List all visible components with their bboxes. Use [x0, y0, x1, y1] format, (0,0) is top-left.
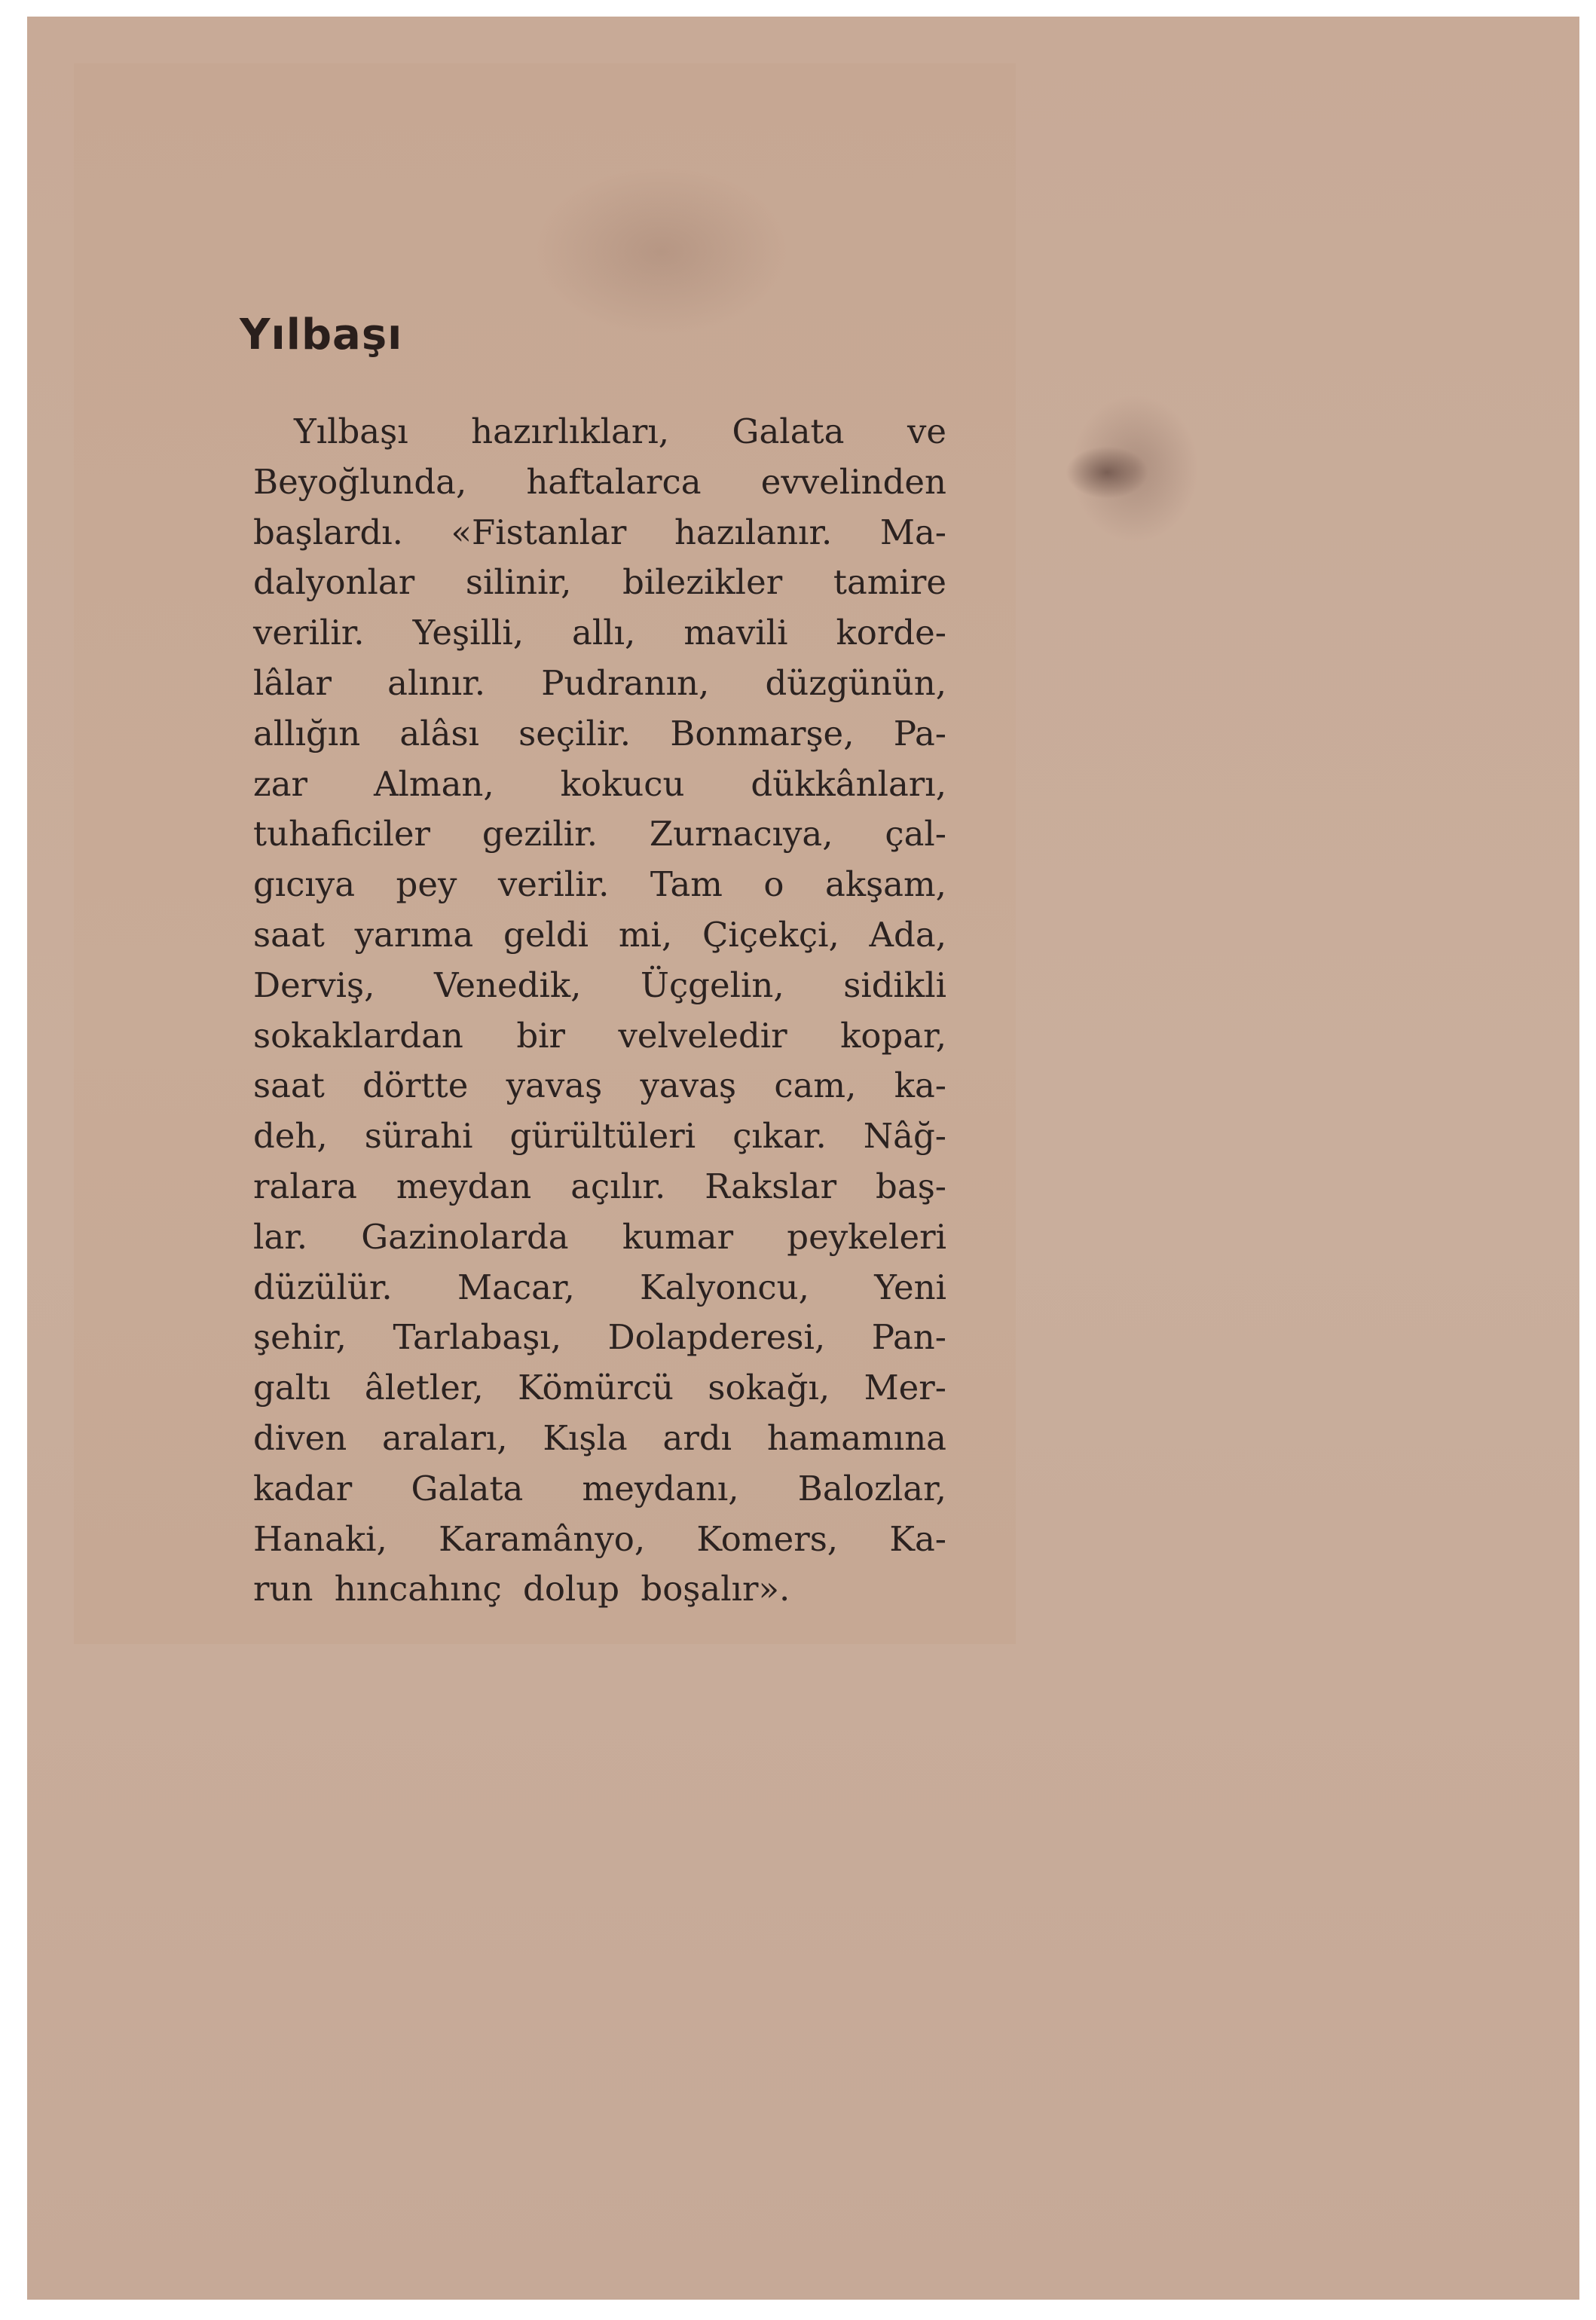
ink-smudge	[1066, 446, 1148, 499]
article-line: saat yarıma geldi mi, Çiçekçi, Ada,	[253, 914, 946, 955]
article-line: dalyonlar silinir, bilezikler tamire	[253, 562, 946, 603]
article-line: gıcıya pey verilir. Tam o akşam,	[253, 864, 946, 905]
article-body	[253, 407, 946, 1615]
article-line: Derviş, Venedik, Üçgelin, sidikli	[253, 964, 946, 1005]
article-line: tuhaficiler gezilir. Zurnacıya, çal-	[253, 814, 946, 854]
article-line: Beyoğlunda, haftalarca evvelinden	[253, 461, 946, 502]
article-line: Hanaki, Karamânyo, Komers, Ka-	[253, 1518, 946, 1559]
article-line: verilir. Yeşilli, allı, mavili korde-	[253, 613, 946, 653]
article-line: sokaklardan bir velveledir kopar,	[253, 1015, 946, 1056]
article-line: diven araları, Kışla ardı hamamına	[253, 1417, 946, 1458]
article-line: kadar Galata meydanı, Balozlar,	[253, 1468, 946, 1508]
article-line: galtı âletler, Kömürcü sokağı, Mer-	[253, 1368, 946, 1408]
article-line: lar. Gazinolarda kumar peykeleri	[253, 1216, 946, 1257]
article-line: şehir, Tarlabaşı, Dolapderesi, Pan-	[253, 1317, 946, 1358]
article-line: başlardı. «Fistanlar hazılanır. Ma-	[253, 512, 946, 552]
article-line: zar Alman, kokucu dükkânları,	[253, 763, 946, 804]
article-line: Yılbaşı hazırlıkları, Galata ve	[294, 411, 946, 451]
article-line: saat dörtte yavaş yavaş cam, ka-	[253, 1065, 946, 1106]
article-title: Yılbaşı	[240, 310, 403, 359]
article-line: run hıncahınç dolup boşalır».	[253, 1569, 790, 1609]
article-line: deh, sürahi gürültüleri çıkar. Nâğ-	[253, 1116, 946, 1157]
article-line: allığın alâsı seçilir. Bonmarşe, Pa-	[253, 713, 946, 753]
article-line: lâlar alınır. Pudranın, düzgünün,	[253, 662, 946, 703]
article-line: ralara meydan açılır. Rakslar baş-	[253, 1166, 946, 1206]
article-line: düzülür. Macar, Kalyoncu, Yeni	[253, 1267, 946, 1307]
